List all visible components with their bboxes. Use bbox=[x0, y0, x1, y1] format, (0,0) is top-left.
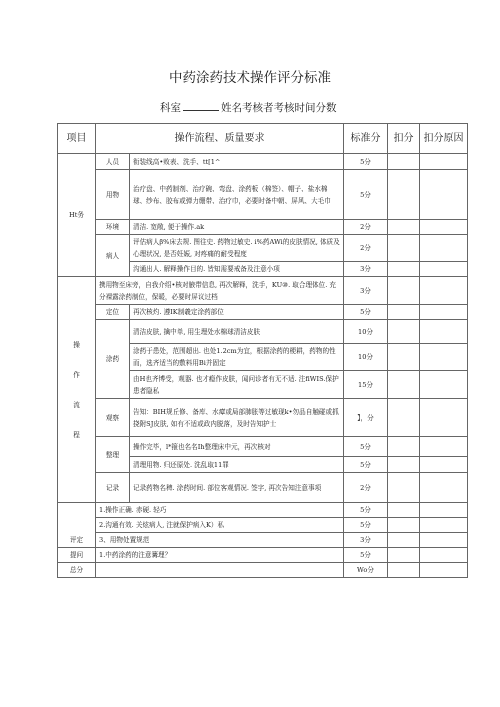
row-text: 清洁. 宽敞, 便于操作.ak bbox=[130, 220, 344, 235]
row-score: 5分 bbox=[344, 170, 388, 220]
table-row bbox=[58, 320, 468, 344]
category-question: 提问 bbox=[58, 548, 96, 563]
table-row bbox=[58, 548, 468, 563]
reason-cell[interactable] bbox=[420, 399, 468, 437]
deduction-cell[interactable] bbox=[388, 437, 420, 457]
row-score: 10分 bbox=[344, 320, 388, 344]
category-process bbox=[58, 277, 96, 503]
row-text: 评估病人β%床去规. 图往史. 药物过敏史. i%药AWi的皮肤情况, 体质及心理状况, 是否妊娠, 对疼痛的耐受程度 bbox=[130, 235, 344, 262]
reason-cell[interactable] bbox=[420, 518, 468, 533]
row-text: 再次核灼. 遵IK制羲定涂药部位 bbox=[130, 305, 344, 320]
subtitle-dept-label: 科室 bbox=[160, 102, 181, 114]
row-text: 携用物至床旁，自我介绍•核对腋带信息, 再次解释，洗手，KU⑩. 取合理体位. 充分裸露涂药制位，保暖，必要时屏议过档 bbox=[96, 277, 344, 305]
deduction-cell[interactable] bbox=[388, 371, 420, 399]
total-blank bbox=[96, 563, 344, 578]
row-text: 3、用物处置规范 bbox=[96, 533, 344, 548]
row-score: 5分 bbox=[344, 457, 388, 473]
sub-label: 病人 bbox=[96, 235, 130, 277]
reason-cell[interactable] bbox=[420, 170, 468, 220]
row-score: 10分 bbox=[344, 344, 388, 371]
category-total: 总分 bbox=[58, 563, 96, 578]
table-row bbox=[58, 503, 468, 518]
table-row bbox=[58, 563, 468, 578]
scoring-table bbox=[57, 123, 468, 578]
table-row bbox=[58, 305, 468, 320]
row-text: 1.操作正确. 赤硬. 轻巧 bbox=[96, 503, 344, 518]
category-char: 操 bbox=[73, 340, 80, 349]
deduction-cell[interactable] bbox=[388, 170, 420, 220]
sub-label: 用物 bbox=[96, 170, 130, 220]
row-text: 治疗盘、中药制剂、治疗碗、弯盘、涂药板（棉签）、帽子、盐水棉球、纱布、胶布或弹力绷带、治疗巾，必要时备中朝、屏风、大毛巾 bbox=[130, 170, 344, 220]
header-process: 操作流程、质量要求 bbox=[96, 124, 344, 154]
deduction-cell[interactable] bbox=[388, 533, 420, 548]
deduction-cell[interactable] bbox=[388, 220, 420, 235]
reason-cell[interactable] bbox=[420, 344, 468, 371]
deduction-cell[interactable] bbox=[388, 320, 420, 344]
row-text: 记录药物名稗. 涂药时间. 部位客观情况. 签字, 再次告知注意事项 bbox=[130, 473, 344, 503]
table-row bbox=[58, 235, 468, 262]
row-score: 2分 bbox=[344, 220, 388, 235]
sub-label: 人员 bbox=[96, 154, 130, 170]
subtitle-fields-label: 姓名考核者考核时间分数 bbox=[221, 102, 337, 114]
deduction-cell[interactable] bbox=[388, 262, 420, 277]
reason-cell[interactable] bbox=[420, 371, 468, 399]
category-char: 作 bbox=[73, 370, 80, 379]
table-row bbox=[58, 154, 468, 170]
reason-cell[interactable] bbox=[420, 262, 468, 277]
table-row bbox=[58, 170, 468, 220]
document-subtitle bbox=[160, 100, 337, 115]
dept-blank-line bbox=[183, 101, 219, 111]
sub-label: 环境 bbox=[96, 220, 130, 235]
category-eval: 评定 bbox=[58, 503, 96, 548]
deduction-cell[interactable] bbox=[388, 518, 420, 533]
reason-cell[interactable] bbox=[420, 563, 468, 578]
row-text: 涂药于患处，范围超出. 也处1.2cm为宜，根据涂药的梗耕，药物的性而，选齐适当的敷料用Bi并固定 bbox=[130, 344, 344, 371]
row-text: 1.中药涂药的注意篝理？ bbox=[96, 548, 344, 563]
deduction-cell[interactable] bbox=[388, 457, 420, 473]
row-score: 5分 bbox=[344, 305, 388, 320]
row-score: 2分 bbox=[344, 235, 388, 262]
header-item: 项目 bbox=[58, 124, 96, 154]
deduction-cell[interactable] bbox=[388, 503, 420, 518]
header-row bbox=[58, 124, 468, 154]
row-score: 5分 bbox=[344, 518, 388, 533]
header-deduction-reason: 扣分原因 bbox=[420, 124, 468, 154]
total-score: Wo分 bbox=[344, 563, 388, 578]
row-score: 3分 bbox=[344, 277, 388, 305]
deduction-cell[interactable] bbox=[388, 344, 420, 371]
reason-cell[interactable] bbox=[420, 320, 468, 344]
table-row bbox=[58, 518, 468, 533]
row-text: 操作完毕，l*箍也名名Ih整理床中元，再次核对 bbox=[130, 437, 344, 457]
sub-label: 整理 bbox=[96, 437, 130, 473]
reason-cell[interactable] bbox=[420, 154, 468, 170]
row-score: 15分 bbox=[344, 371, 388, 399]
row-text: 2.沟通有效. 关炫病人, 注就保护病入K）私 bbox=[96, 518, 344, 533]
deduction-cell[interactable] bbox=[388, 277, 420, 305]
row-score: 】，分 bbox=[344, 399, 388, 437]
reason-cell[interactable] bbox=[420, 277, 468, 305]
reason-cell[interactable] bbox=[420, 305, 468, 320]
row-score: 2分 bbox=[344, 473, 388, 503]
row-score: 3分 bbox=[344, 533, 388, 548]
table-row bbox=[58, 220, 468, 235]
row-text: 清洁皮肤, 擒中单, 用生理处水棉球清洁皮肤 bbox=[130, 320, 344, 344]
row-text: 清理用物. 归还原处. 洗乱取11罪 bbox=[130, 457, 344, 473]
category-char: 程 bbox=[73, 430, 80, 439]
table-row bbox=[58, 399, 468, 437]
reason-cell[interactable] bbox=[420, 437, 468, 457]
reason-cell[interactable] bbox=[420, 235, 468, 262]
document-title: 中药涂药技术操作评分标准 bbox=[169, 70, 331, 86]
row-text: 衔装线高•败表、洗手、tt[1^ bbox=[130, 154, 344, 170]
deduction-cell[interactable] bbox=[388, 399, 420, 437]
row-text: 告知：BIH规丘修、备库、水瘴或局部肺胀等过敏现k•勿品自触碰或抓挠附SJ皮肤, 如有不适或政内脱落，及时告知护士 bbox=[130, 399, 344, 437]
deduction-cell[interactable] bbox=[388, 563, 420, 578]
reason-cell[interactable] bbox=[420, 548, 468, 563]
table-row bbox=[58, 533, 468, 548]
sub-label: 定位 bbox=[96, 305, 130, 320]
row-score: 5分 bbox=[344, 548, 388, 563]
header-standard-score: 标准分 bbox=[344, 124, 388, 154]
row-text: 由H也齐博受，观器. 也才瘾作皮肤，闻问诊者有无不适. 注fiWIS.保护患者隐私 bbox=[130, 371, 344, 399]
sub-label: 观察 bbox=[96, 399, 130, 437]
deduction-cell[interactable] bbox=[388, 473, 420, 503]
row-score: 5分 bbox=[344, 437, 388, 457]
sub-label: 记录 bbox=[96, 473, 130, 503]
row-score: 3分 bbox=[344, 262, 388, 277]
category-char: 流 bbox=[73, 400, 80, 409]
header-deduction: 扣分 bbox=[388, 124, 420, 154]
row-score: 5分 bbox=[344, 154, 388, 170]
reason-cell[interactable] bbox=[420, 503, 468, 518]
sub-label: 涂药 bbox=[96, 320, 130, 399]
deduction-cell[interactable] bbox=[388, 548, 420, 563]
deduction-cell[interactable] bbox=[388, 154, 420, 170]
reason-cell[interactable] bbox=[420, 533, 468, 548]
row-text: 沟通出人. 解释操作目的. 皆知需要戒备及注意小项 bbox=[130, 262, 344, 277]
category-prep: Ht务 bbox=[58, 154, 96, 277]
table-row bbox=[58, 473, 468, 503]
reason-cell[interactable] bbox=[420, 473, 468, 503]
reason-cell[interactable] bbox=[420, 220, 468, 235]
deduction-cell[interactable] bbox=[388, 235, 420, 262]
table-row bbox=[58, 437, 468, 457]
table-row bbox=[58, 277, 468, 305]
row-score: 5分 bbox=[344, 503, 388, 518]
deduction-cell[interactable] bbox=[388, 305, 420, 320]
reason-cell[interactable] bbox=[420, 457, 468, 473]
